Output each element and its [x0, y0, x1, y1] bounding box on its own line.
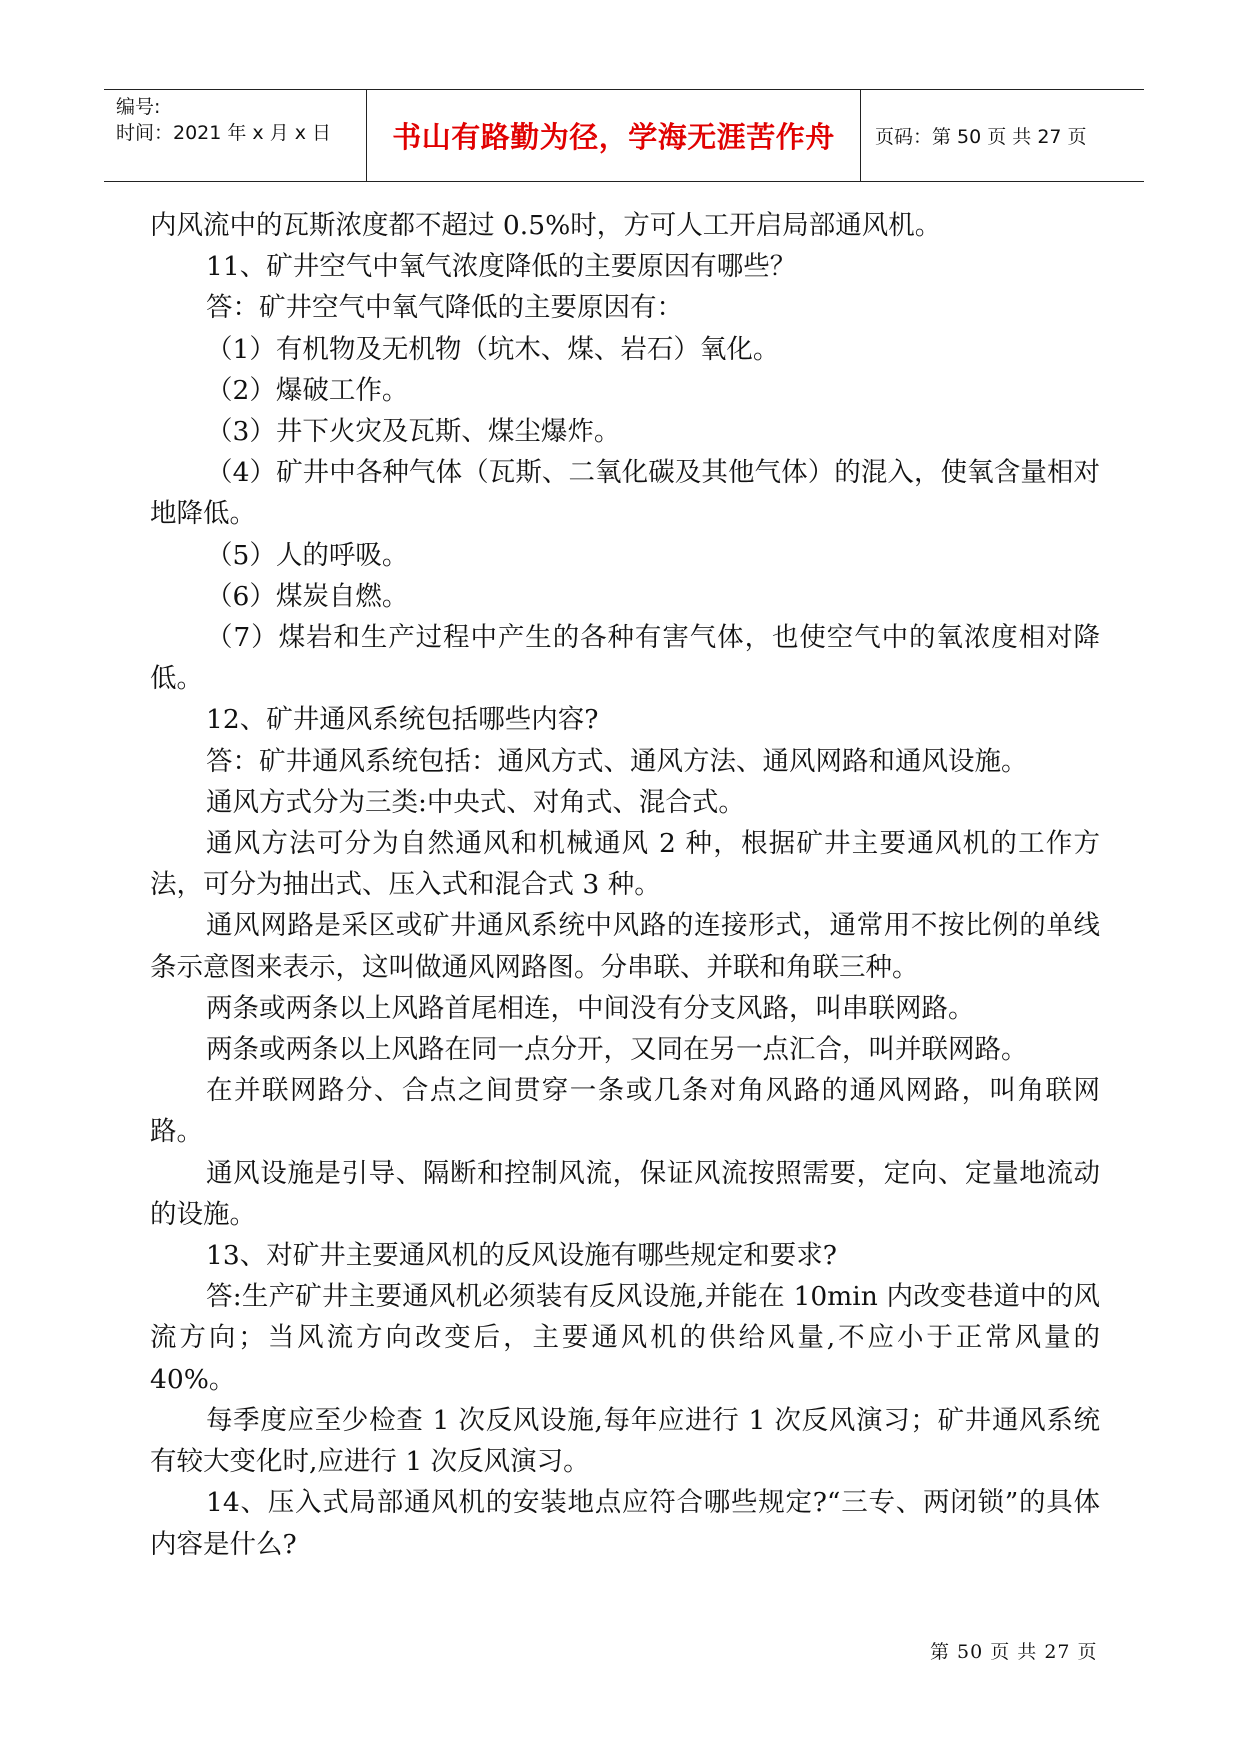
time-label: 时间：2021 年 x 月 x 日 [116, 122, 332, 144]
paragraph: 答：矿井通风系统包括：通风方式、通风方法、通风网路和通风设施。 [206, 745, 1028, 777]
paragraph: 通风网路是采区或矿井通风系统中风路的连接形式，通常用不按比例的单线条示意图来表示，这叫做通风网路图。分串联、并联和角联三种。 [150, 910, 1100, 983]
paragraph: 每季度应至少检查 1 次反风设施,每年应进行 1 次反风演习；矿井通风系统有较大变化时,应进行 1 次反风演习。 [150, 1404, 1100, 1478]
header-motto-cell [367, 90, 861, 181]
paragraph: （2）爆破工作。 [206, 374, 409, 406]
paragraph: 12、矿井通风系统包括哪些内容? [206, 704, 599, 736]
paragraph: 内风流中的瓦斯浓度都不超过 0.5%时，方可人工开启局部通风机。 [150, 210, 942, 241]
paragraph: 两条或两条以上风路首尾相连，中间没有分支风路，叫串联网路。 [206, 992, 975, 1024]
paragraph: 14、压入式局部通风机的安装地点应符合哪些规定?“三专、两闭锁”的具体内容是什么? [150, 1487, 1100, 1560]
paragraph: 通风方式分为三类:中央式、对角式、混合式。 [206, 786, 745, 818]
page-header [104, 89, 1144, 182]
paragraph: 答:生产矿井主要通风机必须装有反风设施,并能在 10min 内改变巷道中的风流方向；当风流方向改变后，主要通风机的供给风量,不应小于正常风量的 40%。 [150, 1281, 1100, 1395]
paragraph: 13、对矿井主要通风机的反风设施有哪些规定和要求? [206, 1240, 837, 1272]
number-label: 编号: [116, 96, 161, 118]
page-footer: 第 50 页 共 27 页 [930, 1641, 1098, 1663]
paragraph: 答：矿井空气中氧气降低的主要原因有： [206, 292, 683, 324]
paragraph: 11、矿井空气中氧气浓度降低的主要原因有哪些？ [206, 251, 797, 283]
paragraph: （5）人的呼吸。 [206, 539, 409, 571]
paragraph: （3）井下火灾及瓦斯、煤尘爆炸。 [206, 416, 621, 448]
paragraph: 两条或两条以上风路在同一点分开，又同在另一点汇合，叫并联网路。 [206, 1034, 1028, 1066]
header-meta [104, 90, 367, 181]
header-page-label: 页码：第 50 页 共 27 页 [875, 126, 1087, 148]
paragraph: （4）矿井中各种气体（瓦斯、二氧化碳及其他气体）的混入，使氧含量相对地降低。 [150, 457, 1100, 530]
paragraph: 通风设施是引导、隔断和控制风流，保证风流按照需要，定向、定量地流动的设施。 [150, 1157, 1100, 1230]
header-page-cell [861, 90, 1144, 181]
paragraph: （1）有机物及无机物（坑木、煤、岩石）氧化。 [206, 333, 780, 365]
paragraph: 在并联网路分、合点之间贯穿一条或几条对角风路的通风网路，叫角联网路。 [150, 1075, 1100, 1148]
paragraph: 通风方法可分为自然通风和机械通风 2 种，根据矿井主要通风机的工作方法，可分为抽出式、压入式和混合式 3 种。 [150, 828, 1100, 901]
header-motto: 书山有路勤为径，学海无涯苦作舟 [392, 120, 835, 154]
paragraph: （6）煤炭自燃。 [206, 580, 409, 612]
paragraph: （7）煤岩和生产过程中产生的各种有害气体，也使空气中的氧浓度相对降低。 [150, 622, 1100, 695]
document-body [150, 205, 1100, 1565]
